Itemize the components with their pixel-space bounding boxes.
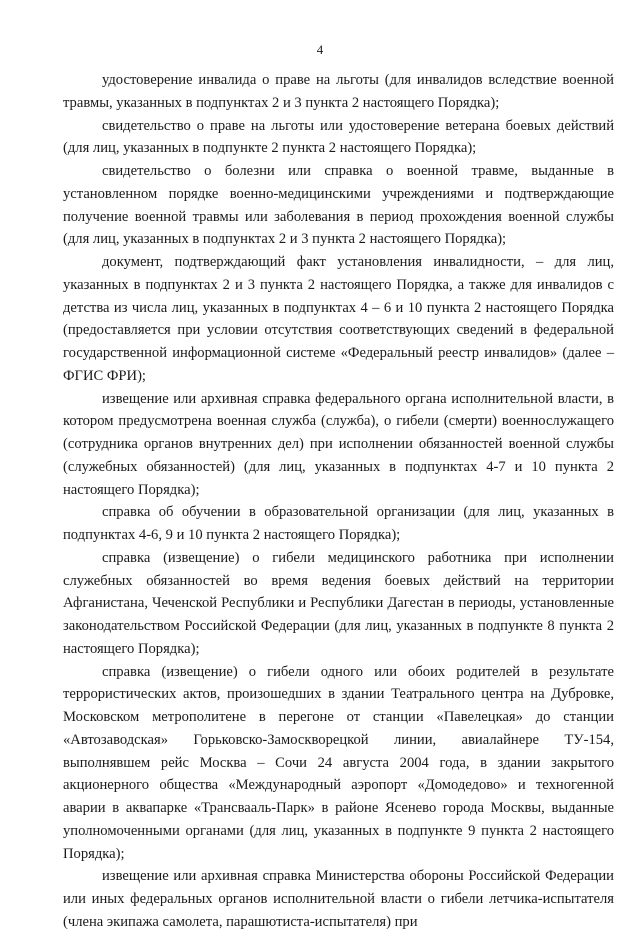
page-number: 4 [316, 42, 324, 57]
paragraph-disability-certificate: удостоверение инвалида о праве на льготы (для инвалидов вследствие военной травмы, указанных в подпунктах 2 и 3 пункта 2 настоящего Порядка); [63, 72, 614, 111]
paragraph-medical-worker-death: справка (извещение) о гибели медицинского работника при исполнении служебных обязанностей во время ведения боевых действий на территории Афганистана, Чеченской Республики и Республики Дагестан в периоды, установленные законодательством Российской Федерации (для лиц, указанных в подпункте 8 пункта 2 настоящего Порядка); [63, 549, 614, 657]
paragraph-terror-act-death: справка (извещение) о гибели одного или обоих родителей в результате террористических актов, произошедших в здании Театрального центра на Дубровке, Московском метрополитене в перегоне от станции «Павелецкая» до станции «Автозаводская» Горьковско-Замоскворецкой линии, авиалайнере ТУ-154, выполнявшем рейс Москва – Сочи 24 августа 2004 года, в здании закрытого акционерного общества «Международный аэропорт «Домодедово» и техногенной аварии в аквапарке «Трансвааль-Парк» в районе Ясенево города Москвы, выданные уполномоченными органами (для лиц, указанных в подпункте 9 пункта 2 настоящего Порядка); [63, 663, 614, 862]
document-body [63, 69, 614, 934]
paragraph-illness-certificate: свидетельство о болезни или справка о военной травме, выданные в установленном порядке военно-медицинскими учреждениями и подтверждающие получение военной травмы или заболевания в период прохождения военной службы (для лиц, указанных в подпунктах 2 и 3 пункта 2 настоящего Порядка); [63, 163, 614, 248]
paragraph-veteran-certificate: свидетельство о праве на льготы или удостоверение ветерана боевых действий (для лиц, указанных в подпункте 2 пункта 2 настоящего Порядка); [63, 117, 614, 157]
paragraph-death-notice: извещение или архивная справка федерального органа исполнительной власти, в котором предусмотрена военная служба (служба), о гибели (смерти) военнослужащего (сотрудника органов внутренних дел) при исполнении обязанностей военной службы (служебных обязанностей) (для лиц, указанных в подпунктах 4-7 и 10 пункта 2 настоящего Порядка); [63, 390, 614, 498]
paragraph-disability-document: документ, подтверждающий факт установления инвалидности, – для лиц, указанных в подпунктах 2 и 3 пункта 2 настоящего Порядка, а также для инвалидов с детства из числа лиц, указанных в подпунктах 4 – 6 и 10 пункта 2 настоящего Порядка (предоставляется при условии отсутствия соответствующих сведений в федеральной государственной информационной системе «Федеральный реестр инвалидов» (далее – ФГИС ФРИ); [63, 254, 614, 384]
paragraph-test-pilot-death: извещение или архивная справка Министерства обороны Российской Федерации или иных федеральных органов исполнительной власти о гибели летчика-испытателя (члена экипажа самолета, парашютиста-испытателя) при [63, 868, 614, 930]
paragraph-education-certificate: справка об обучении в образовательной организации (для лиц, указанных в подпунктах 4-6, 9 и 10 пункта 2 настоящего Порядка); [63, 504, 614, 543]
